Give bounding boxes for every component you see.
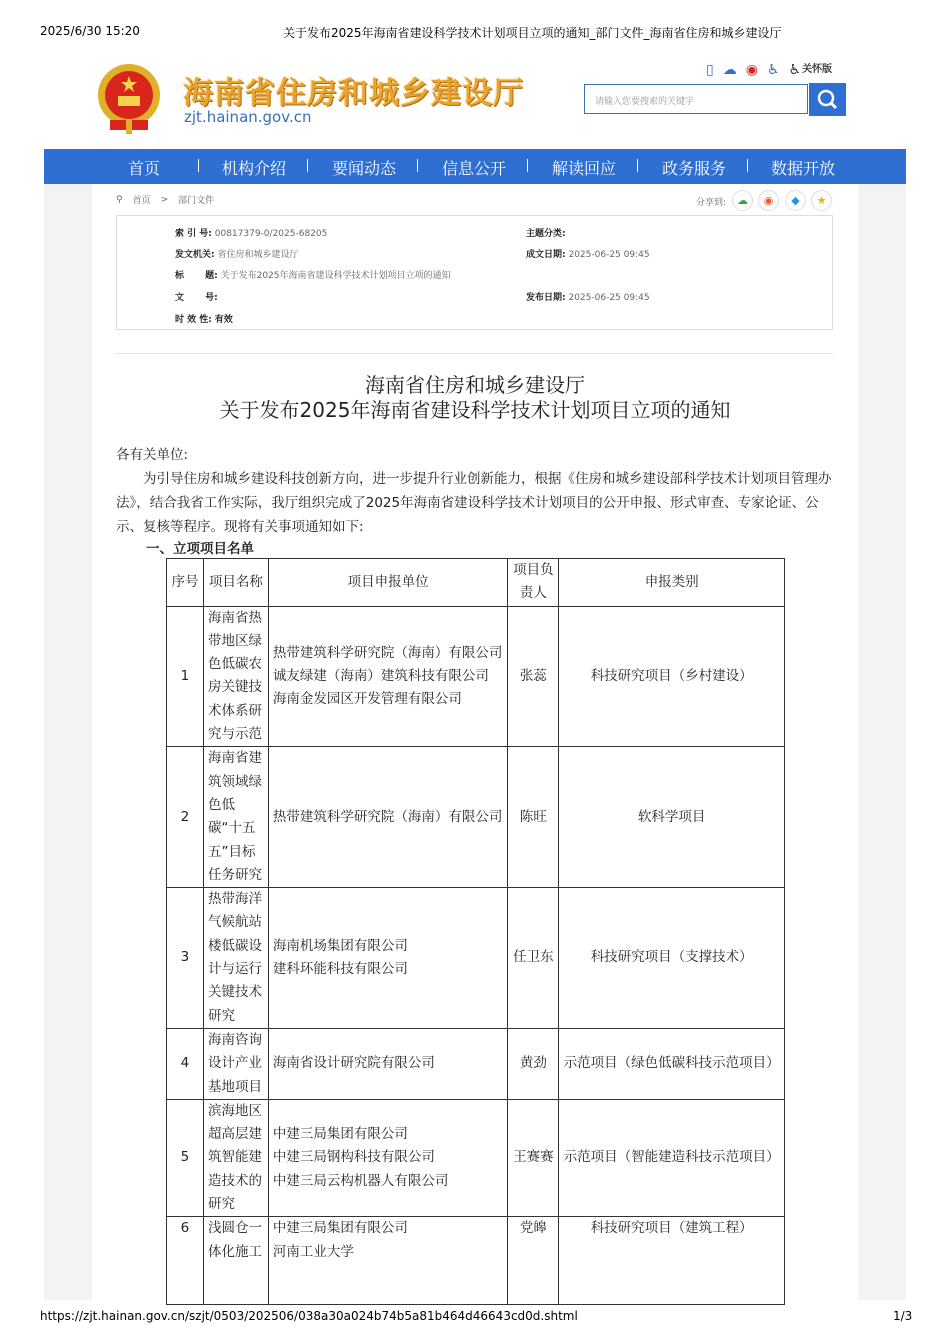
print-datetime: 2025/6/30 15:20 [40, 24, 140, 38]
nav-services[interactable]: 政务服务 [662, 159, 727, 178]
cell-no: 1 [167, 606, 204, 747]
meta-issuer: 省住房和城乡建设厅 [217, 250, 299, 260]
breadcrumb-current[interactable]: 部门文件 [178, 196, 215, 206]
meta-validity-label: 时 效 性: [175, 315, 212, 325]
share-label: 分享到: [696, 198, 727, 208]
print-title: 关于发布2025年海南省建设科学技术计划项目立项的通知_部门文件_海南省住房和城乡建设厅 [283, 26, 782, 40]
org-item: 河南工业大学 [272, 1243, 354, 1260]
org-item: 热带建筑科学研究院（海南）有限公司 [272, 644, 503, 661]
nav-news[interactable]: 要闻动态 [332, 159, 397, 178]
cell-leader: 党皞 [508, 1217, 559, 1305]
meta-created-label: 成文日期: [526, 250, 566, 260]
meta-issuer-label: 发文机关: [175, 250, 215, 260]
cell-name: 海南省热带地区绿色低碳农房关键技术体系研究与示范 [203, 606, 268, 747]
main-nav [44, 149, 906, 184]
breadcrumb [116, 193, 214, 206]
table-row [167, 1217, 785, 1305]
mobile-icon[interactable]: ▯ [706, 62, 714, 78]
meta-index-label: 索 引 号: [175, 229, 212, 239]
print-url[interactable]: https://zjt.hainan.gov.cn/szjt/0503/202506/038a30a024b74b5a81b464d46643cd0d.shtml [40, 1309, 578, 1323]
care-mode-link[interactable]: 关怀版 [802, 64, 833, 75]
doc-title: 关于发布2025年海南省建设科学技术计划项目立项的通知 [219, 398, 731, 422]
table-row [167, 1028, 785, 1099]
cell-name: 海南咨询设计产业基地项目 [203, 1028, 268, 1099]
header-leader: 项目负责人 [508, 559, 559, 607]
cell-leader: 王赛赛 [508, 1099, 559, 1216]
table-row [167, 1099, 785, 1216]
meta-created: 2025-06-25 09:45 [568, 250, 650, 260]
org-item: 中建三局集团有限公司 [272, 1126, 408, 1143]
cell-category: 科技研究项目（建筑工程） [559, 1217, 785, 1305]
header-name: 项目名称 [203, 559, 268, 607]
header-org: 项目申报单位 [268, 559, 508, 607]
side-margin-left [44, 184, 92, 1300]
meta-docno-label: 文 号: [175, 293, 218, 303]
cell-org [268, 606, 508, 747]
site-name[interactable]: 海南省住房和城乡建设厅 [183, 76, 524, 111]
header-category: 申报类别 [559, 559, 785, 607]
cell-no: 2 [167, 747, 204, 888]
divider [116, 353, 833, 354]
cell-category: 示范项目（智能建造科技示范项目） [559, 1099, 785, 1216]
share-wechat-icon[interactable]: ☁ [732, 190, 753, 211]
meta-title-label: 标 题: [175, 271, 218, 281]
cell-category: 科技研究项目（支撑技术） [559, 888, 785, 1029]
cell-leader: 张蕊 [508, 606, 559, 747]
cell-name: 滨海地区超高层建筑智能建造技术的研究 [203, 1099, 268, 1216]
org-item: 海南省设计研究院有限公司 [272, 1055, 435, 1072]
section-heading: 一、立项项目名单 [146, 541, 254, 557]
meta-title: 关于发布2025年海南省建设科学技术计划项目立项的通知 [220, 271, 451, 281]
table-row [167, 888, 785, 1029]
site-domain[interactable]: zjt.hainan.gov.cn [184, 108, 312, 126]
org-item: 诚友绿建（海南）建筑科技有限公司 [272, 667, 489, 684]
top-toolbar [706, 60, 832, 80]
nav-info[interactable]: 信息公开 [442, 159, 507, 178]
cell-name: 海南省建筑领域绿色低碳“十五五”目标任务研究 [203, 747, 268, 888]
nav-about[interactable]: 机构介绍 [222, 159, 287, 178]
cell-no: 5 [167, 1099, 204, 1216]
project-table [166, 558, 785, 1305]
cell-leader: 黄劲 [508, 1028, 559, 1099]
org-item: 建科环能科技有限公司 [272, 961, 408, 978]
cell-category: 软科学项目 [559, 747, 785, 888]
side-margin-right [858, 184, 906, 1300]
table-row [167, 747, 785, 888]
print-page-number: 1/3 [893, 1309, 913, 1323]
share-favorite-icon[interactable]: ★ [811, 190, 832, 211]
accessibility-icon[interactable]: ♿ [766, 62, 780, 78]
weibo-icon[interactable]: ◉ [745, 62, 758, 78]
doc-body-paragraph: 为引导住房和城乡建设科技创新方向，进一步提升行业创新能力，根据《住房和城乡建设部科学技术计划项目管理办法》，结合我省工作实际，我厅组织完成了2025年海南省建设科学技术计划项目的公开申报、形式审查、专家论证、公示、复核等程序。现将有关事项通知如下: [116, 471, 832, 535]
share-qq-icon[interactable]: ◆ [785, 190, 806, 211]
table-row [167, 606, 785, 747]
org-item: 海南机场集团有限公司 [272, 937, 408, 954]
cell-org [268, 747, 508, 888]
meta-validity: 有效 [214, 315, 233, 325]
nav-home[interactable]: 首页 [128, 159, 161, 178]
location-icon: ⚲ [116, 194, 123, 205]
org-item: 中建三局钢构科技有限公司 [272, 1149, 435, 1166]
org-item: 中建三局云构机器人有限公司 [272, 1172, 449, 1189]
org-item: 热带建筑科学研究院（海南）有限公司 [272, 808, 503, 825]
cell-name: 浅圆仓一体化施工 [203, 1217, 268, 1305]
search-icon [809, 83, 846, 116]
meta-published: 2025-06-25 09:45 [568, 293, 650, 303]
cell-leader: 陈旺 [508, 747, 559, 888]
care-mode-icon[interactable]: ♿ [788, 62, 802, 78]
org-item: 中建三局集团有限公司 [272, 1220, 408, 1237]
breadcrumb-home[interactable]: 首页 [132, 196, 151, 206]
document-meta [116, 215, 833, 330]
wechat-icon[interactable]: ☁ [722, 62, 737, 78]
cell-no: 3 [167, 888, 204, 1029]
cell-org [268, 1099, 508, 1216]
national-emblem-icon [96, 62, 162, 134]
cell-org [268, 1217, 508, 1305]
search-input[interactable]: 请输入您要搜索的关键字 [584, 84, 808, 114]
cell-no: 6 [167, 1217, 204, 1305]
nav-open-data[interactable]: 数据开放 [771, 159, 836, 178]
chevron-right-icon: > [160, 194, 169, 205]
doc-salutation: 各有关单位: [116, 447, 189, 463]
cell-name: 热带海洋气候航站楼低碳设计与运行关键技术研究 [203, 888, 268, 1029]
nav-interpretation[interactable]: 解读回应 [552, 159, 617, 178]
cell-category: 示范项目（绿色低碳科技示范项目） [559, 1028, 785, 1099]
cell-category: 科技研究项目（乡村建设） [559, 606, 785, 747]
cell-leader: 任卫东 [508, 888, 559, 1029]
cell-org [268, 1028, 508, 1099]
cell-no: 4 [167, 1028, 204, 1099]
meta-published-label: 发布日期: [526, 293, 566, 303]
search-button[interactable] [809, 83, 846, 116]
meta-index: 00817379-0/2025-68205 [214, 229, 328, 239]
share-weibo-icon[interactable]: ◉ [758, 190, 779, 211]
meta-topic-label: 主题分类: [526, 229, 566, 239]
cell-org [268, 888, 508, 1029]
doc-title-issuer: 海南省住房和城乡建设厅 [365, 373, 585, 397]
org-item: 海南金发园区开发管理有限公司 [272, 691, 462, 708]
header-no: 序号 [167, 559, 204, 607]
